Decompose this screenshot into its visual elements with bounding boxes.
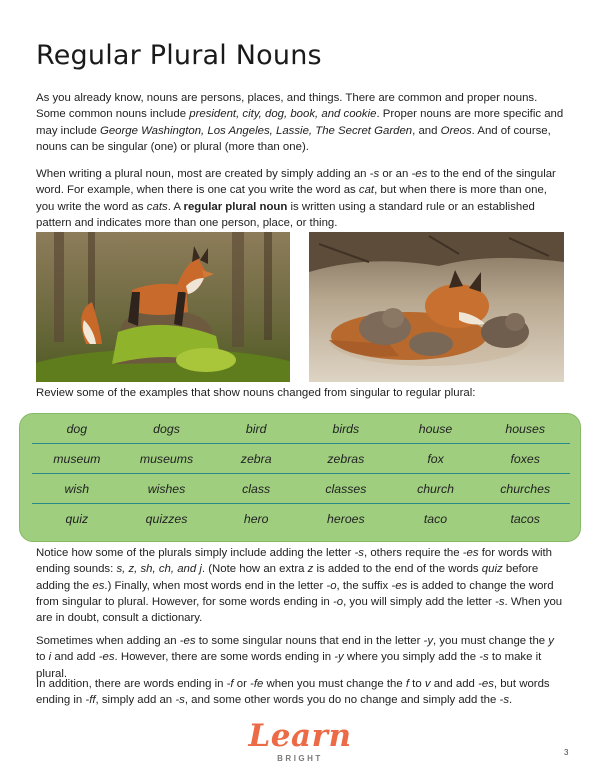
italic-run: s, z, sh, ch, and j [116, 563, 202, 576]
text-run: or an [379, 168, 412, 180]
fox-with-kits-photo [309, 232, 564, 382]
text-run: . A [167, 200, 184, 213]
table-row [32, 505, 570, 534]
italic-run: -s [479, 651, 489, 664]
table-cell: classes [325, 482, 367, 496]
text-run: or [233, 678, 251, 690]
table-cell: birds [332, 422, 360, 436]
italic-run: cat [358, 184, 375, 197]
logo-subtext: BRIGHT [277, 754, 323, 763]
italic-run: George Washington, Los Angeles, Lassie, The Secret Garden [99, 124, 413, 137]
table-cell: museum [53, 452, 101, 466]
table-cell: bird [245, 422, 267, 436]
table-cell: quizzes [145, 512, 188, 526]
table-cell: churches [500, 482, 551, 496]
table-row [32, 445, 570, 474]
italic-run: y [548, 635, 554, 647]
text-run: , others require the [363, 547, 463, 559]
text-run: to [409, 678, 425, 690]
text-run: , you will simply add the letter [343, 595, 496, 608]
logo-wordmark: Learn [248, 718, 352, 754]
table-cell: houses [505, 422, 546, 436]
text-run: and add [51, 651, 99, 664]
table-cell: wishes [147, 482, 186, 496]
table-row [32, 415, 570, 444]
text-run: As you already know, nouns are persons, places, and things. There are common and proper nouns. Some common nouns include [36, 92, 538, 121]
table-cell: zebras [327, 452, 365, 466]
y-rule-paragraph [36, 633, 564, 682]
table-cell: quiz [65, 512, 89, 526]
italic-run: Oreos [440, 124, 472, 137]
italic-run: -es [179, 635, 196, 647]
text-run: . [509, 694, 513, 707]
table-cell: heroes [327, 512, 365, 526]
table-cell: dogs [153, 422, 180, 436]
italic-run: president, city, dog, book, and cookie [189, 108, 377, 121]
f-rule-paragraph [36, 676, 564, 709]
text-run: . However, there are some words ending in [114, 651, 335, 664]
italic-run: -es [478, 678, 494, 690]
text-run: where you simply add the [343, 651, 480, 664]
text-run: to some singular nouns that end in the letter [195, 635, 424, 647]
table-cell: class [242, 482, 271, 496]
bold-run: regular plural noun [183, 200, 288, 213]
table-cell: house [418, 422, 453, 436]
text-run: When writing a plural noun, most are created by simply adding an [36, 168, 370, 180]
italic-run: es [92, 579, 105, 592]
italic-run: v [424, 678, 431, 690]
italic-run: -es [411, 168, 428, 180]
text-run: before adding the [36, 563, 539, 592]
italic-run: cats [146, 200, 168, 213]
table-cell: zebra [240, 452, 272, 466]
text-run: to make it plural. [36, 651, 542, 680]
italic-run: z [307, 563, 314, 576]
italic-run: -ff [85, 694, 96, 707]
italic-run: -s [175, 694, 185, 707]
table-row [32, 475, 570, 504]
table-cell: tacos [510, 512, 540, 526]
text-run: .) Finally, when most words end in the letter [104, 579, 327, 592]
table-cell: fox [427, 452, 444, 466]
text-run: Review some of the examples that show nouns changed from singular to regular plural: [36, 387, 476, 399]
italic-run: -s [369, 168, 380, 180]
intro-paragraph [36, 90, 564, 155]
plural-rule-paragraph [36, 166, 564, 231]
text-run: is written using a standard rule or an established pattern and indicates more than one person, place, or thing. [36, 200, 535, 229]
table-intro-paragraph [36, 385, 564, 401]
text-run: . (Note how an extra [201, 563, 308, 576]
text-run: Notice how some of the plurals simply include adding the letter [36, 547, 355, 559]
learn-bright-logo [240, 714, 360, 769]
text-run: to [36, 651, 49, 664]
italic-run: -es [98, 651, 115, 664]
table-cell: dog [66, 422, 88, 436]
italic-run: -f [226, 678, 234, 690]
text-run: . When you are in doubt, consult a dictionary. [36, 595, 563, 625]
table-cell: hero [243, 512, 269, 526]
table-cell: wish [64, 482, 90, 496]
text-run: , but when there is more than one, you write the word as [36, 184, 547, 213]
text-run: . Proper nouns are more specific and may include [36, 108, 564, 137]
text-run: , you must change the [433, 635, 549, 647]
italic-run: -y [334, 651, 344, 664]
table-cell: church [417, 482, 454, 496]
text-run: In addition, there are words ending in [36, 678, 227, 690]
italic-run: i [48, 651, 52, 664]
text-run: , and [412, 124, 441, 137]
italic-run: -es [462, 547, 479, 559]
fox-standing-image [36, 232, 290, 382]
text-run: is added to the end of the words [313, 563, 482, 576]
text-run: and add [430, 678, 479, 690]
text-run: , but words ending in [36, 678, 550, 707]
text-run: . And of course, nouns can be singular (one) or plural (more than one). [36, 124, 551, 153]
italic-run: -o [326, 579, 337, 592]
es-rule-paragraph [36, 545, 564, 626]
fox-on-stump-photo [36, 232, 290, 382]
page-title: Regular Plural Nouns [36, 40, 322, 71]
text-run: Sometimes when adding an [36, 635, 180, 647]
italic-run: -y [423, 635, 434, 647]
text-run: for words with ending sounds: [36, 547, 553, 576]
italic-run: -s [499, 694, 510, 707]
text-run: , and some other words you do no change and simply add the [184, 694, 500, 707]
fox-family-image [309, 232, 564, 382]
italic-run: quiz [481, 563, 503, 576]
text-run: to the end of the singular word. For example, when there is one cat you write the word as [36, 168, 556, 197]
text-run: is added to change the word from singular to plural. However, for some words ending in [36, 579, 554, 608]
text-run: , the suffix [336, 579, 392, 592]
table-cell: foxes [510, 452, 540, 466]
italic-run: -fe [250, 678, 264, 690]
table-cell: museums [139, 452, 194, 466]
table-cell: taco [423, 512, 448, 526]
italic-run: -es [391, 579, 408, 592]
italic-run: -o [332, 595, 344, 608]
page-number: 3 [564, 748, 569, 757]
italic-run: -s [354, 547, 364, 559]
italic-run: f [405, 678, 409, 690]
text-run: when you must change the [263, 678, 406, 690]
italic-run: -s [495, 595, 505, 608]
text-run: , simply add an [95, 694, 176, 707]
plural-examples-table [19, 413, 581, 542]
